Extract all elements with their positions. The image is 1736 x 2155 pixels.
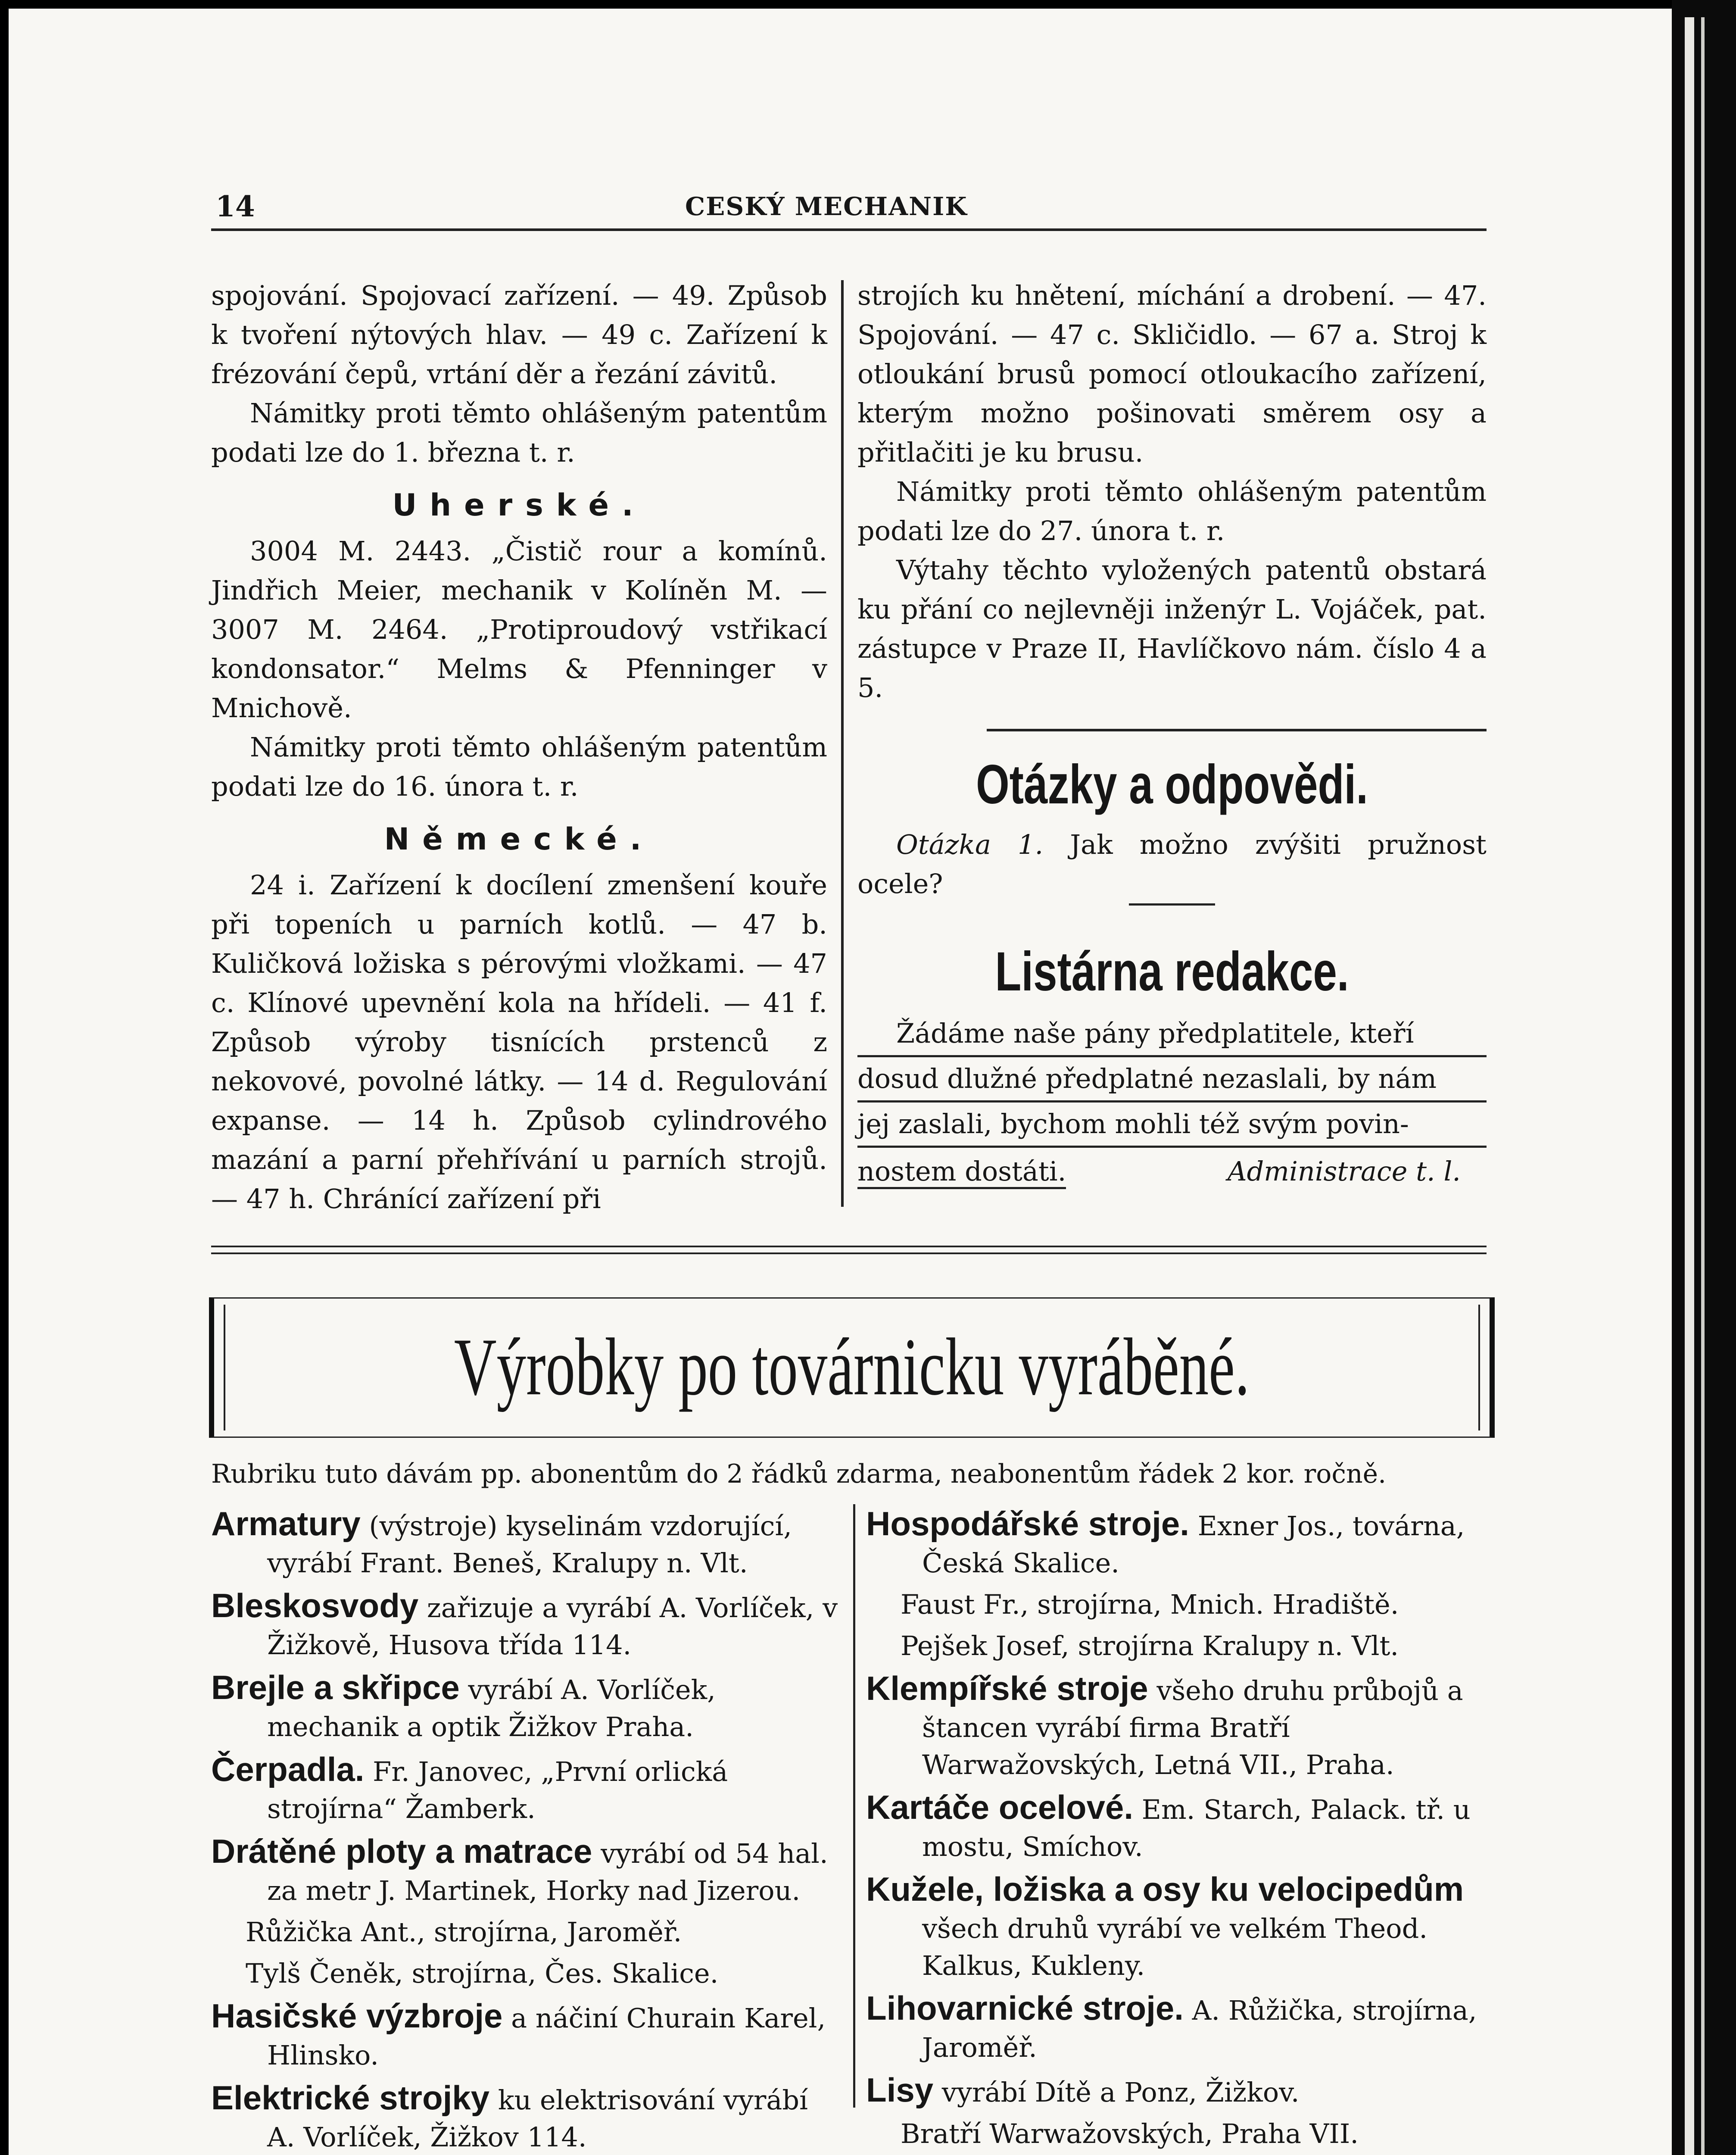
entry-text: vyrábí od 54 hal. za metr J. Martinek, Horky nad Jizerou. (267, 1838, 828, 1906)
entry-keyword: Čerpadla. (211, 1750, 365, 1788)
directory-entry (866, 1870, 1495, 1984)
notice-last-line: nostem dostáti. (857, 1156, 1066, 1189)
entry-text: vyrábí A. Vorlíček, mechanik a optik Žižkov Praha. (267, 1674, 716, 1743)
entry-keyword: Kužele, ložiska a osy ku velocipedům (866, 1870, 1464, 1908)
directory-title-box (209, 1297, 1495, 1438)
right-column (857, 276, 1487, 1195)
section-rule (987, 729, 1487, 731)
notice-line-2: dosud dlužné předplatné nezaslali, by nám (857, 1057, 1487, 1102)
directory-title: Výrobky po továrnicku vyráběné. (454, 1322, 1250, 1412)
directory-entry (866, 1586, 1495, 1623)
directory-entry (211, 1832, 840, 1909)
rubric-note: Rubriku tuto dávám pp. abonentům do 2 řádků zdarma, neabonentům řádek 2 kor. ročně. (211, 1459, 1387, 1489)
entry-text: A. Růžička, strojírna, Jaroměř. (922, 1995, 1477, 2063)
entry-text: Exner Jos., továrna, Česká Skalice. (922, 1510, 1465, 1579)
entry-keyword: Brejle a skřipce (211, 1668, 460, 1706)
running-title: CESKÝ MECHANIK (685, 192, 968, 221)
objection-notice-3: Námitky proti těmto ohlášeným patentům podati lze do 27. února t. r. (857, 476, 1487, 547)
entry-keyword: Bleskosvody (211, 1587, 419, 1624)
entry-text: a náčiní Churain Karel, Hlinsko. (267, 2002, 826, 2071)
question-1 (857, 825, 1487, 903)
patent-extracts-notice: Výtahy těchto vyložených patentů obstará ku přání co nejlevněji inženýr L. Vojáček, pat. zástupce v Praze II, Havlíčkovo nám. číslo 4 a 5. (857, 554, 1487, 703)
page-edge (1672, 0, 1736, 2155)
entry-text: Em. Starch, Palack. tř. u mostu, Smíchov. (922, 1794, 1471, 1862)
patent-list-nemecke: 24 i. Zařízení k docílení zmenšení kouře při topeních u parních kotlů. — 47 b. Kuličková ložiska s pérovými vložkami. — 47 c. Klínové upevnění kola na hřídeli. — 41 f. Způsob výroby tisnících prstenců z nekovové, povolné látky. — 14 d. Regulování expanse. — 14 h. Způsob cylindrového mazání a parní přehřívání u parních strojů. — 47 h. Chránící zařízení při (211, 869, 827, 1215)
directory-entry (866, 1989, 1495, 2066)
double-rule-bottom (211, 1252, 1487, 1254)
section-heading-nemecke: Německé. (384, 821, 655, 857)
edge-strip-2 (1701, 17, 1705, 2155)
directory-entry (866, 1669, 1495, 1783)
left-column (211, 276, 827, 1218)
header-rule (211, 228, 1487, 231)
document-page (9, 9, 1680, 2155)
listarna-heading: Listárna redakce. (995, 941, 1349, 1003)
entry-text: Růžička Ant., strojírna, Jaroměř. (246, 1916, 682, 1948)
page-number: 14 (215, 190, 255, 223)
objection-notice-1: Námitky proti těmto ohlášeným patentům podati lze do 1. března t. r. (211, 397, 827, 468)
entry-text: Fr. Janovec, „První orlická strojírna“ Žamberk. (267, 1756, 728, 1824)
directory-entry (211, 1996, 840, 2074)
directory-divider (853, 1504, 855, 2108)
directory-entry (211, 2078, 840, 2155)
entry-keyword: Drátěné ploty a matrace (211, 1832, 592, 1870)
directory-entry (866, 1788, 1495, 1865)
patent-intro: spojování. Spojovací zařízení. — 49. Způsob k tvoření nýtových hlav. — 49 c. Zařízení k frézování čepů, vrtání děr a řezání závitů. (211, 280, 827, 390)
entry-keyword: Lisy (866, 2071, 934, 2109)
entry-text: všech druhů vyrábí ve velkém Theod. Kalkus, Kukleny. (922, 1913, 1428, 1981)
qa-heading: Otázky a odpovědi. (976, 754, 1368, 815)
directory-entry (866, 2115, 1495, 2152)
entry-text: Faust Fr., strojírna, Mnich. Hradiště. (901, 1589, 1399, 1620)
entry-text: zařizuje a vyrábí A. Vorlíček, v Žižkově, Husova třída 114. (267, 1592, 838, 1661)
entry-text: vyrábí Dítě a Ponz, Žižkov. (933, 2077, 1300, 2108)
entry-keyword: Elektrické strojky (211, 2079, 490, 2117)
directory-left-column (211, 1504, 840, 2155)
entry-keyword: Armatury (211, 1505, 361, 1543)
signature: Administrace t. l. (1227, 1156, 1461, 1187)
notice-line-3: jej zaslali, bychom mohli též svým povin- (857, 1102, 1487, 1148)
entry-keyword: Hospodářské stroje. (866, 1505, 1189, 1543)
directory-right-column (866, 1504, 1495, 2155)
directory-entry (211, 1750, 840, 1827)
directory-entry (211, 1668, 840, 1746)
directory-entry (211, 1586, 840, 1664)
entry-text: Pejšek Josef, strojírna Kralupy n. Vlt. (901, 1630, 1399, 1662)
entry-keyword: Kartáče ocelové. (866, 1788, 1134, 1826)
edge-strip (1685, 17, 1694, 2155)
directory-entry (211, 1504, 840, 1582)
directory-entry (866, 2071, 1495, 2111)
entry-text: (výstroje) kyselinám vzdorující, vyrábí Frant. Beneš, Kralupy n. Vlt. (267, 1510, 792, 1579)
directory-entry (211, 1955, 840, 1992)
notice-line-1: Žádáme naše pány předplatitele, kteří (857, 1012, 1487, 1057)
entry-text: Tylš Čeněk, strojírna, Čes. Skalice. (246, 1958, 719, 1989)
directory-entry (866, 1504, 1495, 1582)
objection-notice-2: Námitky proti těmto ohlášeným patentům podati lze do 16. února t. r. (211, 731, 827, 802)
patent-list-uherske: 3004 M. 2443. „Čistič rour a komínů. Jindřich Meier, mechanik v Kolíněn M. — 3007 M. 2464. „Protiproudový vstřikací kondonsator.“ Melms & Pfenninger v Mnichově. (211, 535, 827, 724)
section-heading-uherske: Uherské. (392, 487, 646, 523)
entry-text: ku elektrisování vyrábí A. Vorlíček, Žižkov 114. (267, 2084, 808, 2153)
directory-entry (211, 1914, 840, 1951)
question-text: Jak možno zvýšiti pružnost ocele? (857, 829, 1487, 899)
notice-closing (857, 1148, 1487, 1195)
entry-text: všeho druhu průbojů a štancen vyrábí firma Bratří Warwažovských, Letná VII., Praha. (922, 1675, 1463, 1780)
entry-keyword: Klempířské stroje (866, 1669, 1148, 1707)
short-rule (1129, 903, 1215, 906)
double-rule-top (211, 1246, 1487, 1247)
column-divider (841, 280, 844, 1207)
entry-keyword: Lihovarnické stroje. (866, 1989, 1184, 2027)
patent-continuation: strojích ku hnětení, míchání a drobení. — 47. Spojování. — 47 c. Skličidlo. — 67 a. Stroj k otloukání brusů pomocí otloukacího zařízení, kterým možno pošinovati směrem osy a přitlačiti je ku brusu. (857, 280, 1487, 468)
question-label: Otázka 1. (896, 829, 1044, 860)
directory-entry (866, 1627, 1495, 1665)
entry-text: Bratří Warwažovských, Praha VII. (901, 2118, 1359, 2149)
entry-keyword: Hasičské výzbroje (211, 1997, 503, 2035)
